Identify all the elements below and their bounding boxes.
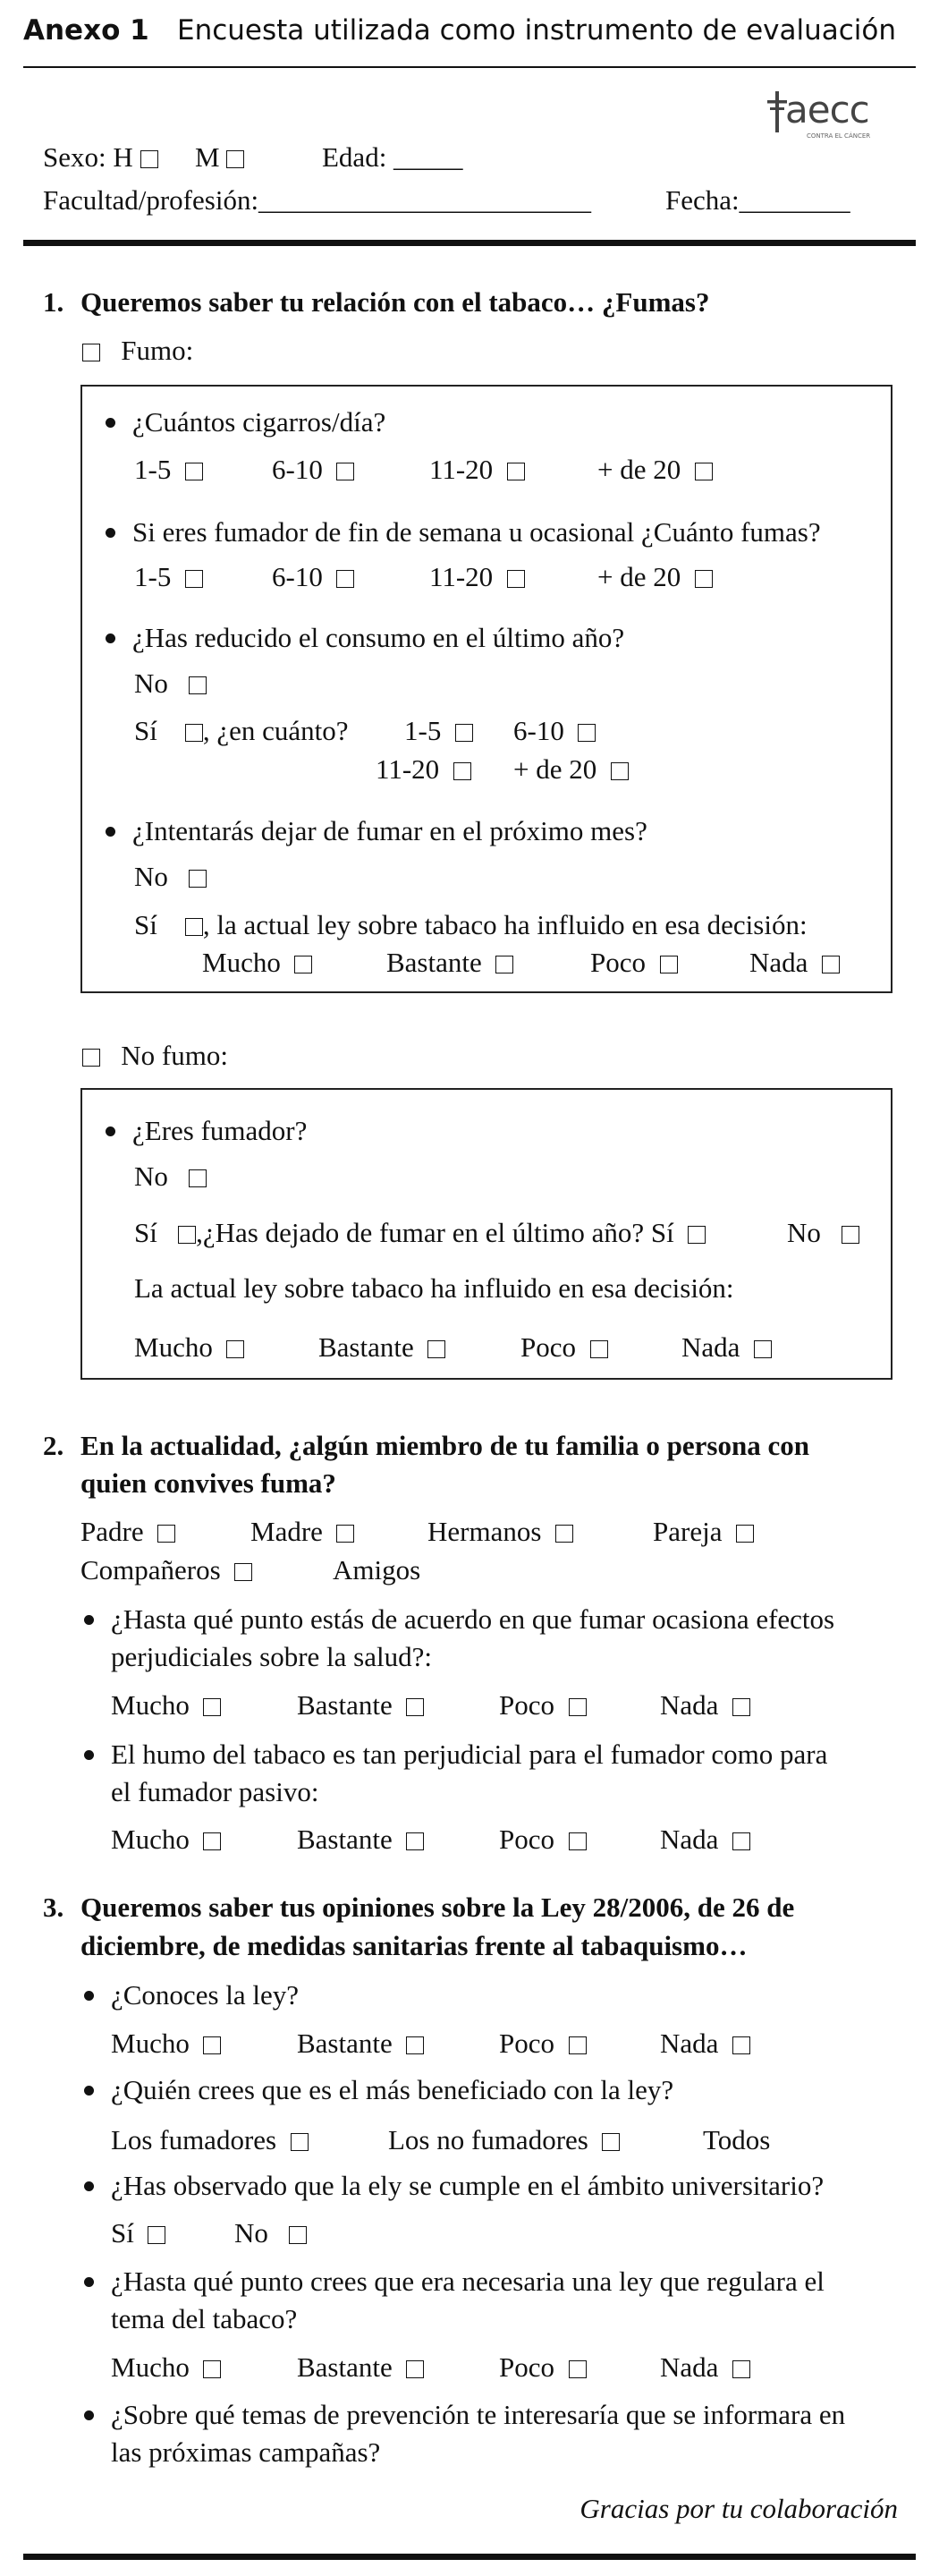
prevencion-question-line1: ¿Sobre qué temas de prevención te interesaría que se informara en [111, 2399, 846, 2430]
checkbox[interactable] [226, 1340, 244, 1358]
bullet [84, 2181, 94, 2191]
checkbox[interactable] [189, 870, 207, 888]
checkbox[interactable] [754, 1340, 772, 1358]
dejar-no: No [134, 861, 207, 893]
thanks-text: Gracias por tu colaboración [579, 2493, 898, 2524]
reducido-si: Sí , ¿en cuánto? [134, 715, 349, 746]
observado-question: ¿Has observado que la ely se cumple en el ámbito universitario? [111, 2170, 825, 2201]
bullet [84, 1750, 94, 1760]
checkbox[interactable] [590, 1340, 608, 1358]
fumo-option: Fumo: [82, 335, 193, 367]
efectos-question-line2: perjudiciales sobre la salud?: [111, 1641, 432, 1672]
checkbox[interactable] [185, 463, 203, 480]
humo-question-line1: El humo del tabaco es tan perjudicial para el fumador como para [111, 1739, 828, 1770]
no-fumo-checkbox[interactable] [82, 1049, 100, 1067]
checkbox[interactable] [178, 1226, 196, 1244]
logo-subtext: CONTRA EL CÁNCER [807, 132, 871, 140]
checkbox[interactable] [555, 1525, 573, 1543]
checkbox[interactable] [203, 2360, 221, 2378]
necesaria-poco: Poco [499, 2351, 587, 2384]
necesaria-nada: Nada [660, 2351, 750, 2384]
madre-option: Madre [250, 1516, 354, 1548]
nofumo-nada: Nada [681, 1331, 772, 1364]
nofumo-bastante: Bastante [318, 1331, 445, 1364]
checkbox[interactable] [427, 1340, 445, 1358]
q3-title-line1: Queremos saber tus opiniones sobre la Ley 28/2006, de 26 de [80, 1892, 795, 1923]
necesaria-mucho: Mucho [111, 2351, 221, 2384]
cigarros-11-20: 11-20 [429, 454, 525, 486]
checkbox[interactable] [189, 676, 207, 694]
reducido-6-10: 6-10 [513, 715, 596, 747]
conoces-poco: Poco [499, 2028, 587, 2060]
humo-nada: Nada [660, 1824, 750, 1856]
checkbox[interactable] [406, 1832, 424, 1850]
header-divider [23, 66, 916, 68]
dejar-bastante: Bastante [386, 947, 513, 979]
dejar-si: Sí , la actual ley sobre tabaco ha influido en esa decisión: [134, 909, 808, 940]
ocasional-question: Si eres fumador de fin de semana u ocasional ¿Cuánto fumas? [132, 516, 821, 548]
q2-number: 2. [43, 1430, 64, 1461]
conoces-bastante: Bastante [297, 2028, 424, 2060]
checkbox[interactable] [732, 1698, 750, 1716]
sexo-h-checkbox[interactable] [140, 150, 158, 168]
has-dejado-no: No [787, 1217, 859, 1249]
cigarros-6-10: 6-10 [272, 454, 354, 486]
ocasional-1-5: 1-5 [134, 561, 203, 593]
checkbox[interactable] [336, 1525, 354, 1543]
checkbox[interactable] [294, 956, 312, 973]
eres-si: Sí ,¿Has dejado de fumar en el último año? Sí [134, 1217, 706, 1249]
checkbox[interactable] [569, 1832, 587, 1850]
necesaria-question-line1: ¿Hasta qué punto crees que era necesaria una ley que regulara el [111, 2266, 825, 2297]
checkbox[interactable] [732, 2360, 750, 2378]
bullet [106, 418, 115, 428]
beneficiado-fumadores: Los fumadores [111, 2124, 309, 2156]
ley-influido-text: La actual ley sobre tabaco ha influido en esa decisión: [134, 1272, 734, 1304]
q3-number: 3. [43, 1892, 64, 1923]
checkbox[interactable] [660, 956, 678, 973]
bullet [106, 528, 115, 538]
checkbox[interactable] [732, 2036, 750, 2054]
sexo-m-label: M [195, 141, 244, 174]
sexo-m-checkbox[interactable] [226, 150, 244, 168]
checkbox[interactable] [336, 463, 354, 480]
dejar-mucho: Mucho [202, 947, 312, 979]
hermanos-option: Hermanos [427, 1516, 573, 1548]
checkbox[interactable] [842, 1226, 859, 1244]
conoces-mucho: Mucho [111, 2028, 221, 2060]
reducido-11-20: 11-20 [376, 753, 471, 786]
nofumo-poco: Poco [520, 1331, 608, 1364]
checkbox[interactable] [148, 2226, 165, 2244]
necesaria-bastante: Bastante [297, 2351, 424, 2384]
thick-divider-top [23, 240, 916, 246]
checkbox[interactable] [507, 570, 525, 588]
checkbox[interactable] [289, 2226, 307, 2244]
checkbox[interactable] [406, 2036, 424, 2054]
efectos-mucho: Mucho [111, 1689, 221, 1722]
checkbox[interactable] [291, 2133, 309, 2151]
checkbox[interactable] [406, 1698, 424, 1716]
prevencion-question-line2: las próximas campañas? [111, 2436, 381, 2468]
checkbox[interactable] [611, 762, 629, 780]
bullet [84, 2410, 94, 2420]
checkbox[interactable] [336, 570, 354, 588]
sexo-label: Sexo: H [43, 141, 158, 174]
cigarros-mas-20: + de 20 [597, 454, 713, 486]
checkbox[interactable] [185, 724, 203, 742]
checkbox[interactable] [688, 1226, 706, 1244]
q2-title-line1: En la actualidad, ¿algún miembro de tu familia o persona con [80, 1430, 809, 1461]
pareja-option: Pareja [653, 1516, 754, 1548]
reducido-question: ¿Has reducido el consumo en el último año? [132, 622, 625, 653]
checkbox[interactable] [185, 918, 203, 936]
observado-no: No [234, 2217, 307, 2249]
checkbox[interactable] [185, 570, 203, 588]
checkbox[interactable] [736, 1525, 754, 1543]
bullet [84, 1991, 94, 2001]
fecha-field[interactable]: Fecha:________ [665, 184, 850, 216]
checkbox[interactable] [453, 762, 471, 780]
bullet [106, 633, 115, 643]
observado-si: Sí [111, 2217, 165, 2249]
beneficiado-no-fumadores: Los no fumadores [388, 2124, 620, 2156]
checkbox[interactable] [578, 724, 596, 742]
dejar-nada: Nada [749, 947, 840, 979]
ocasional-mas-20: + de 20 [597, 561, 713, 593]
eres-no: No [134, 1160, 207, 1193]
reducido-mas-20: + de 20 [513, 753, 629, 786]
humo-question-line2: el fumador pasivo: [111, 1776, 319, 1807]
bullet [84, 2086, 94, 2096]
bullet [106, 1126, 115, 1136]
ocasional-11-20: 11-20 [429, 561, 525, 593]
thick-divider-bottom [23, 2554, 916, 2560]
humo-bastante: Bastante [297, 1824, 424, 1856]
checkbox[interactable] [569, 2360, 587, 2378]
reducido-1-5: 1-5 [404, 715, 473, 747]
cigarros-question: ¿Cuántos cigarros/día? [132, 406, 386, 438]
q1-title: Queremos saber tu relación con el tabaco… ¿Fumas? [80, 286, 710, 318]
q1-number: 1. [43, 286, 64, 318]
q2-title-line2: quien convives fuma? [80, 1467, 336, 1499]
dejar-poco: Poco [590, 947, 678, 979]
checkbox[interactable] [695, 570, 713, 588]
fumo-checkbox[interactable] [82, 344, 100, 361]
annex-label: Anexo 1 [23, 14, 149, 47]
companeros-option: Compañeros [80, 1554, 252, 1586]
reducido-no: No [134, 667, 207, 700]
checkbox[interactable] [495, 956, 513, 973]
checkbox[interactable] [569, 1698, 587, 1716]
efectos-poco: Poco [499, 1689, 587, 1722]
facultad-field[interactable]: Facultad/profesión:________________________ [43, 184, 592, 216]
aecc-logo [762, 88, 905, 143]
conoces-nada: Nada [660, 2028, 750, 2060]
eres-fumador-question: ¿Eres fumador? [132, 1115, 308, 1146]
beneficiado-question: ¿Quién crees que es el más beneficiado con la ley? [111, 2074, 674, 2105]
checkbox[interactable] [234, 1563, 252, 1581]
no-fumo-option: No fumo: [82, 1040, 228, 1072]
efectos-nada: Nada [660, 1689, 750, 1722]
logo-text: aecc [785, 88, 869, 132]
checkbox[interactable] [695, 463, 713, 480]
necesaria-question-line2: tema del tabaco? [111, 2303, 298, 2334]
padre-option: Padre [80, 1516, 175, 1548]
checkbox[interactable] [406, 2360, 424, 2378]
conoces-question: ¿Conoces la ley? [111, 1979, 300, 2011]
checkbox[interactable] [569, 2036, 587, 2054]
beneficiado-todos: Todos [703, 2124, 771, 2155]
q3-title-line2: diciembre, de medidas sanitarias frente al tabaquismo… [80, 1930, 748, 1961]
amigos-option: Amigos [333, 1554, 421, 1586]
checkbox[interactable] [455, 724, 473, 742]
checkbox[interactable] [157, 1525, 175, 1543]
humo-poco: Poco [499, 1824, 587, 1856]
checkbox[interactable] [203, 2036, 221, 2054]
nofumo-mucho: Mucho [134, 1331, 244, 1364]
efectos-question-line1: ¿Hasta qué punto estás de acuerdo en que fumar ocasiona efectos [111, 1603, 835, 1635]
checkbox[interactable] [822, 956, 840, 973]
ocasional-6-10: 6-10 [272, 561, 354, 593]
checkbox[interactable] [602, 2133, 620, 2151]
checkbox[interactable] [732, 1832, 750, 1850]
checkbox[interactable] [203, 1698, 221, 1716]
edad-field[interactable]: Edad: _____ [322, 141, 463, 173]
bullet [106, 827, 115, 837]
efectos-bastante: Bastante [297, 1689, 424, 1722]
bullet [84, 1615, 94, 1625]
checkbox[interactable] [507, 463, 525, 480]
bullet [84, 2277, 94, 2287]
dejar-question: ¿Intentarás dejar de fumar en el próximo mes? [132, 815, 647, 846]
cigarros-1-5: 1-5 [134, 454, 203, 486]
checkbox[interactable] [203, 1832, 221, 1850]
page-title: Encuesta utilizada como instrumento de evaluación [177, 14, 897, 47]
checkbox[interactable] [189, 1169, 207, 1187]
humo-mucho: Mucho [111, 1824, 221, 1856]
